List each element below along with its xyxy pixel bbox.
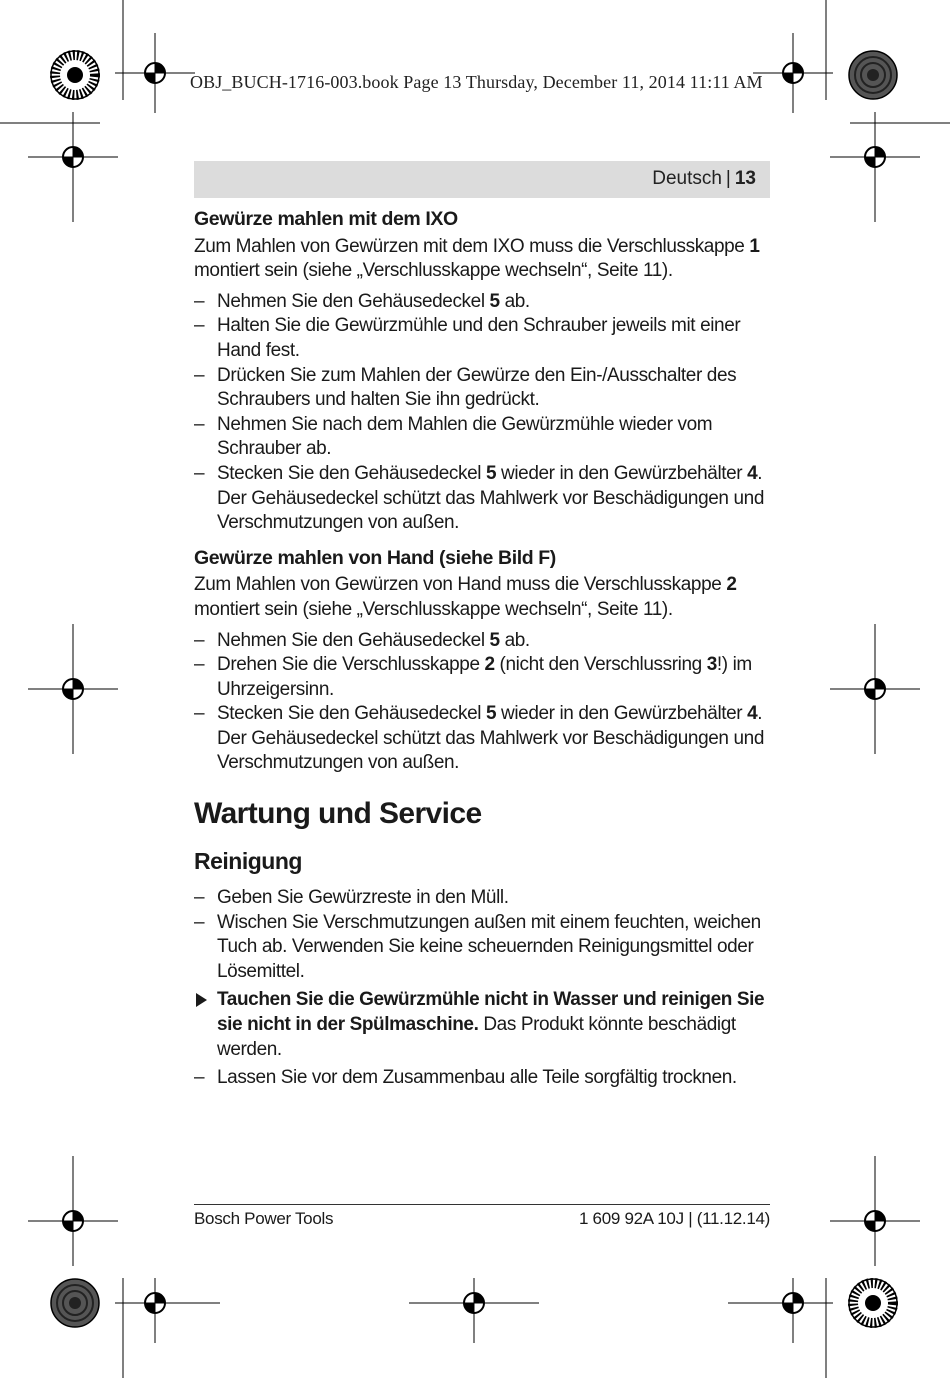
warning-arrow-icon bbox=[196, 993, 207, 1007]
chapter-title: Wartung und Service bbox=[194, 797, 482, 831]
page-content bbox=[194, 207, 772, 1091]
footer-left: Bosch Power Tools bbox=[194, 1209, 334, 1228]
warning-item: Tauchen Sie die Gewürzmühle nicht in Wasser und reinigen Sie sie nicht in der Spülmaschine. Das Produkt könnte beschädigt werden. bbox=[194, 988, 772, 1062]
footer-rule bbox=[194, 1204, 770, 1205]
ixo-intro: Zum Mahlen von Gewürzen mit dem IXO muss die Verschlusskappe 1 montiert sein (siehe „Verschlusskappe wechseln“, Seite 11). bbox=[194, 235, 760, 282]
list-item: – Nehmen Sie den Gehäusedeckel 5 ab. bbox=[194, 629, 530, 651]
list-item: – Drücken Sie zum Mahlen der Gewürze den Ein-/Ausschalter des Schraubers und halten Sie ihn gedrückt. bbox=[194, 364, 737, 411]
list-item: – Wischen Sie Verschmutzungen außen mit einem feuchten, weichen Tuch ab. Verwenden Sie keine scheuernden Reinigungsmittel oder Lösemittel. bbox=[194, 911, 761, 982]
page-number: 13 bbox=[734, 168, 756, 189]
print-slug: OBJ_BUCH-1716-003.book Page 13 Thursday, December 11, 2014 11:11 AM bbox=[190, 72, 763, 92]
hand-intro: Zum Mahlen von Gewürzen von Hand muss die Verschlusskappe 2 montiert sein (siehe „Verschlusskappe wechseln“, Seite 11). bbox=[194, 574, 737, 620]
page-header bbox=[652, 168, 756, 190]
section-title-ixo: Gewürze mahlen mit dem IXO bbox=[194, 208, 458, 230]
header-language: Deutsch bbox=[652, 168, 722, 189]
list-item: – Drehen Sie die Verschlusskappe 2 (nicht den Verschlussring 3!) im Uhrzeigersinn. bbox=[194, 654, 752, 700]
list-item: – Nehmen Sie den Gehäusedeckel 5 ab. bbox=[194, 290, 530, 312]
list-item: – Stecken Sie den Gehäusedeckel 5 wieder in den Gewürzbehälter 4. Der Gehäusedeckel schützt das Mahlwerk vor Beschädigungen und Verschmutzungen von außen. bbox=[194, 462, 764, 534]
page-header-bar bbox=[194, 161, 770, 198]
footer-right: 1 609 92A 10J | (11.12.14) bbox=[578, 1209, 770, 1228]
header-separator: | bbox=[725, 168, 731, 189]
list-item: – Geben Sie Gewürzreste in den Müll. bbox=[194, 887, 509, 909]
list-item: – Lassen Sie vor dem Zusammenbau alle Teile sorgfältig trocknen. bbox=[194, 1067, 737, 1089]
list-item: – Halten Sie die Gewürzmühle und den Schrauber jeweils mit einer Hand fest. bbox=[194, 315, 741, 361]
list-item: – Nehmen Sie nach dem Mahlen die Gewürzmühle wieder vom Schrauber ab. bbox=[194, 413, 713, 460]
list-item: – Stecken Sie den Gehäusedeckel 5 wieder in den Gewürzbehälter 4. Der Gehäusedeckel schützt das Mahlwerk vor Beschädigungen und Verschmutzungen von außen. bbox=[194, 703, 764, 774]
section-title-hand: Gewürze mahlen von Hand (siehe Bild F) bbox=[194, 546, 556, 569]
subsection-title: Reinigung bbox=[194, 848, 302, 875]
